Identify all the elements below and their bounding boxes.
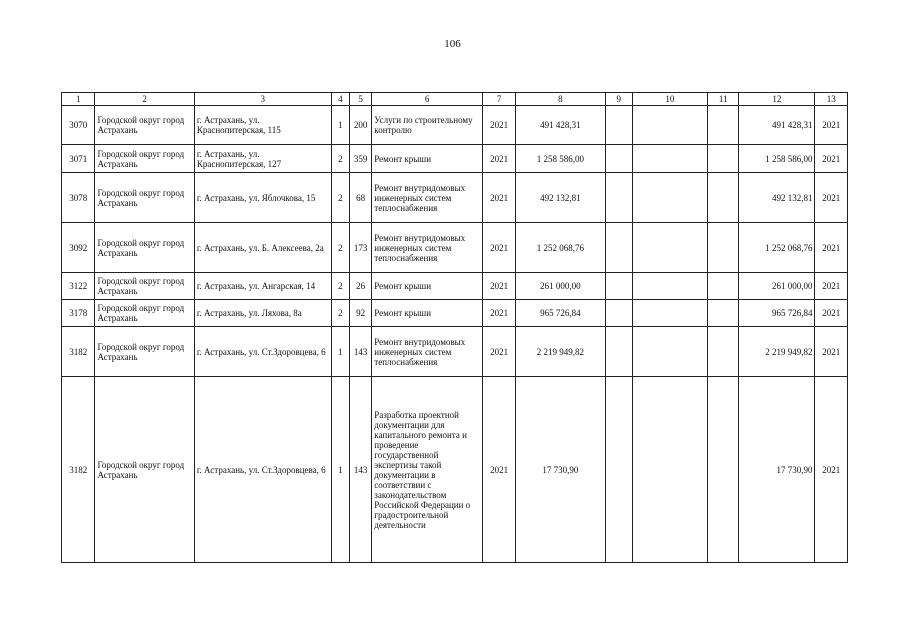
col5-cell: 173 [350,223,372,273]
col11-cell [707,327,738,377]
col5-cell: 143 [350,377,372,563]
col12-cell: 491 428,31 [739,106,815,145]
col11-cell [707,145,738,173]
col12-cell: 965 726,84 [739,300,815,327]
table-row [62,273,848,300]
col9-cell [605,145,632,173]
table-row [62,223,848,273]
amount-cell: 261 000,00 [516,273,605,300]
amount-cell: 2 219 949,82 [516,327,605,377]
col9-cell [605,173,632,223]
column-header: 13 [815,93,848,106]
col4-cell: 1 [331,327,349,377]
address-cell: г. Астрахань, ул. Краснопитерская, 115 [194,106,331,145]
column-header: 6 [372,93,483,106]
municipality-cell: Городской округ город Астрахань [95,377,194,563]
column-header: 2 [95,93,194,106]
work-type-cell: Ремонт внутридомовых инженерных систем теплоснабжения [372,327,483,377]
table-body [62,106,848,563]
work-type-cell: Ремонт внутридомовых инженерных систем теплоснабжения [372,223,483,273]
table-row [62,300,848,327]
column-header: 12 [739,93,815,106]
column-header: 4 [331,93,349,106]
col13-cell: 2021 [815,273,848,300]
col4-cell: 2 [331,273,349,300]
row-id-cell: 3070 [62,106,95,145]
year-cell: 2021 [482,300,515,327]
col9-cell [605,273,632,300]
col13-cell: 2021 [815,173,848,223]
col13-cell: 2021 [815,106,848,145]
amount-cell: 1 252 068,76 [516,223,605,273]
amount-cell: 965 726,84 [516,300,605,327]
work-type-cell: Разработка проектной документации для капитального ремонта и проведение государственной экспертизы такой документации в соответствии с законодательством Российской Федерации о градостроительной деятельности [372,377,483,563]
col10-cell [632,173,707,223]
work-type-cell: Ремонт крыши [372,300,483,327]
col11-cell [707,223,738,273]
table-row [62,327,848,377]
municipality-cell: Городской округ город Астрахань [95,106,194,145]
municipality-cell: Городской округ город Астрахань [95,145,194,173]
table-row [62,145,848,173]
col10-cell [632,327,707,377]
col12-cell: 1 258 586,00 [739,145,815,173]
work-type-cell: Ремонт крыши [372,145,483,173]
municipality-cell: Городской округ город Астрахань [95,273,194,300]
address-cell: г. Астрахань, ул. Ст.Здоровцева, 6 [194,377,331,563]
amount-cell: 491 428,31 [516,106,605,145]
column-header: 3 [194,93,331,106]
col10-cell [632,223,707,273]
col4-cell: 1 [331,377,349,563]
municipality-cell: Городской округ город Астрахань [95,223,194,273]
col10-cell [632,300,707,327]
address-cell: г. Астрахань, ул. Краснопитерская, 127 [194,145,331,173]
year-cell: 2021 [482,273,515,300]
table-row [62,173,848,223]
col11-cell [707,106,738,145]
col9-cell [605,327,632,377]
col11-cell [707,300,738,327]
column-header: 5 [350,93,372,106]
address-cell: г. Астрахань, ул. Ст.Здоровцева, 6 [194,327,331,377]
col9-cell [605,223,632,273]
row-id-cell: 3078 [62,173,95,223]
col9-cell [605,106,632,145]
col10-cell [632,106,707,145]
col11-cell [707,377,738,563]
municipality-cell: Городской округ город Астрахань [95,173,194,223]
table-row [62,106,848,145]
col4-cell: 2 [331,300,349,327]
year-cell: 2021 [482,173,515,223]
col5-cell: 26 [350,273,372,300]
col10-cell [632,377,707,563]
year-cell: 2021 [482,377,515,563]
col13-cell: 2021 [815,377,848,563]
address-cell: г. Астрахань, ул. Ляхова, 8а [194,300,331,327]
col13-cell: 2021 [815,300,848,327]
column-header: 9 [605,93,632,106]
row-id-cell: 3182 [62,377,95,563]
column-header: 11 [707,93,738,106]
year-cell: 2021 [482,327,515,377]
col13-cell: 2021 [815,327,848,377]
address-cell: г. Астрахань, ул. Ангарская, 14 [194,273,331,300]
row-id-cell: 3122 [62,273,95,300]
col5-cell: 68 [350,173,372,223]
col5-cell: 200 [350,106,372,145]
col9-cell [605,300,632,327]
header-row [62,93,848,106]
year-cell: 2021 [482,223,515,273]
row-id-cell: 3071 [62,145,95,173]
work-type-cell: Ремонт внутридомовых инженерных систем теплоснабжения [372,173,483,223]
col11-cell [707,273,738,300]
col12-cell: 261 000,00 [739,273,815,300]
municipality-cell: Городской округ город Астрахань [95,327,194,377]
amount-cell: 1 258 586,00 [516,145,605,173]
row-id-cell: 3182 [62,327,95,377]
col13-cell: 2021 [815,145,848,173]
capital-repair-table [61,92,848,563]
col5-cell: 143 [350,327,372,377]
col4-cell: 2 [331,223,349,273]
col5-cell: 92 [350,300,372,327]
column-header: 1 [62,93,95,106]
col12-cell: 2 219 949,82 [739,327,815,377]
municipality-cell: Городской округ город Астрахань [95,300,194,327]
page-number: 106 [444,38,461,50]
col10-cell [632,273,707,300]
address-cell: г. Астрахань, ул. Б. Алексеева, 2а [194,223,331,273]
col5-cell: 359 [350,145,372,173]
column-header: 10 [632,93,707,106]
row-id-cell: 3092 [62,223,95,273]
col9-cell [605,377,632,563]
address-cell: г. Астрахань, ул. Яблочкова, 15 [194,173,331,223]
column-header: 8 [516,93,605,106]
col10-cell [632,145,707,173]
work-type-cell: Услуги по строительному контролю [372,106,483,145]
column-header: 7 [482,93,515,106]
col4-cell: 1 [331,106,349,145]
row-id-cell: 3178 [62,300,95,327]
amount-cell: 17 730,90 [516,377,605,563]
amount-cell: 492 132,81 [516,173,605,223]
col4-cell: 2 [331,173,349,223]
year-cell: 2021 [482,106,515,145]
col13-cell: 2021 [815,223,848,273]
year-cell: 2021 [482,145,515,173]
col11-cell [707,173,738,223]
col12-cell: 17 730,90 [739,377,815,563]
col4-cell: 2 [331,145,349,173]
table-row [62,377,848,563]
col12-cell: 1 252 068,76 [739,223,815,273]
col12-cell: 492 132,81 [739,173,815,223]
work-type-cell: Ремонт крыши [372,273,483,300]
